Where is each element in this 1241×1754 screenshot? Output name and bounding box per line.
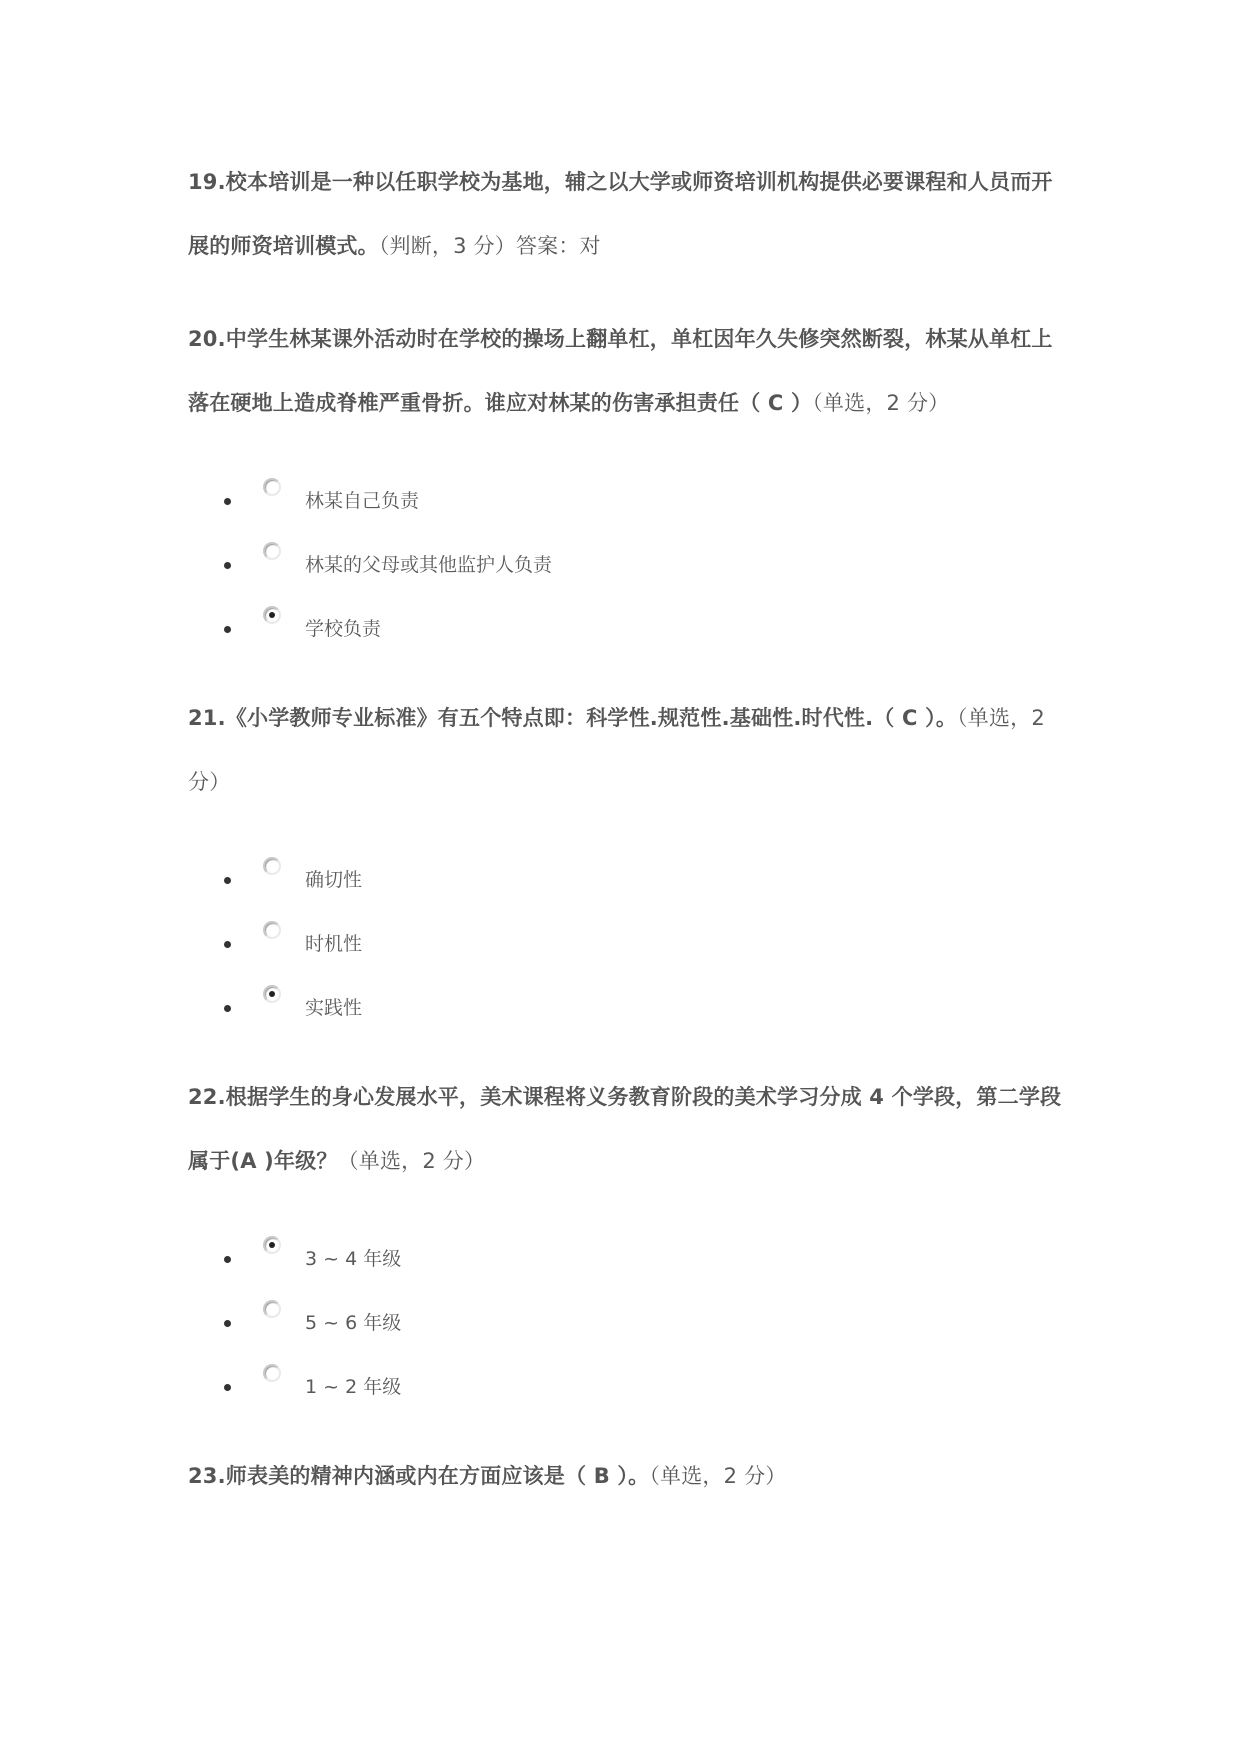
bullet-icon (224, 626, 231, 633)
radio-button[interactable] (263, 921, 281, 939)
bullet-icon (224, 1320, 231, 1327)
bullet-icon (224, 498, 231, 505)
option-item[interactable] (0, 921, 1000, 961)
option-item[interactable] (0, 478, 1000, 518)
radio-button[interactable] (263, 542, 281, 560)
question-22 (188, 1065, 1068, 1193)
radio-button[interactable] (263, 478, 281, 496)
question-19 (188, 150, 1068, 278)
bullet-icon (224, 1005, 231, 1012)
bullet-icon (224, 877, 231, 884)
option-item[interactable] (0, 1300, 1000, 1340)
question-stem: 21.《小学教师专业标准》有五个特点即：科学性.规范性.基础性.时代性.（ C ）。 (188, 706, 958, 730)
question-20 (188, 307, 1068, 435)
question-stem: 19.校本培训是一种以任职学校为基地，辅之以大学或师资培训机构提供必要课程和人员而开展的师资培训模式。 (188, 170, 1053, 258)
radio-button-selected[interactable] (263, 1236, 281, 1254)
radio-button[interactable] (263, 1300, 281, 1318)
option-label: 林某的父母或其他监护人负责 (305, 554, 553, 576)
question-meta: （单选，2 分） (337, 1149, 486, 1173)
bullet-icon (224, 1384, 231, 1391)
radio-button-selected[interactable] (263, 985, 281, 1003)
option-label: 1 ~ 2 年级 (305, 1376, 402, 1398)
option-item[interactable] (0, 606, 1000, 646)
radio-dot-icon (269, 1242, 275, 1248)
option-item[interactable] (0, 1364, 1000, 1404)
option-item[interactable] (0, 542, 1000, 582)
option-label: 实践性 (305, 997, 363, 1019)
option-item[interactable] (0, 985, 1000, 1025)
option-label: 时机性 (305, 933, 363, 955)
bullet-icon (224, 1256, 231, 1263)
option-label: 学校负责 (305, 618, 382, 640)
radio-button[interactable] (263, 1364, 281, 1382)
question-meta: （单选，2 分） (188, 706, 1045, 794)
radio-button-selected[interactable] (263, 606, 281, 624)
question-meta: （单选，2 分） (812, 391, 950, 415)
option-label: 5 ~ 6 年级 (305, 1312, 402, 1334)
question-21 (188, 686, 1068, 814)
question-stem: 20.中学生林某课外活动时在学校的操场上翻单杠，单杠因年久失修突然断裂，林某从单杠上落在硬地上造成脊椎严重骨折。谁应对林某的伤害承担责任（ C ） (188, 327, 1053, 415)
option-item[interactable] (0, 1236, 1000, 1276)
option-item[interactable] (0, 857, 1000, 897)
radio-dot-icon (269, 612, 275, 618)
radio-button[interactable] (263, 857, 281, 875)
option-label: 确切性 (305, 869, 363, 891)
bullet-icon (224, 562, 231, 569)
option-label: 林某自己负责 (305, 490, 420, 512)
question-stem: 22.根据学生的身心发展水平，美术课程将义务教育阶段的美术学习分成 4 个学段，第二学段属于(A )年级？ (188, 1085, 1062, 1173)
option-label: 3 ~ 4 年级 (305, 1248, 402, 1270)
radio-dot-icon (269, 991, 275, 997)
question-meta: （单选，2 分） (649, 1464, 787, 1488)
question-23 (188, 1444, 1068, 1508)
question-meta: （判断，3 分）答案：对 (378, 234, 601, 258)
bullet-icon (224, 941, 231, 948)
question-stem: 23.师表美的精神内涵或内在方面应该是（ B ）。 (188, 1464, 650, 1488)
